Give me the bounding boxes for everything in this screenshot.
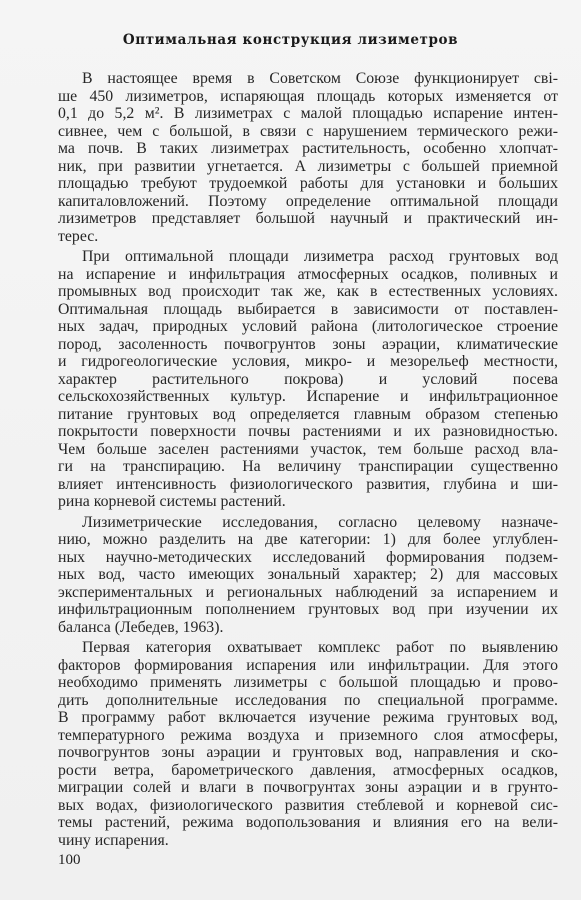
text-line: ше 450 лизиметров, испаряющая площадь которых изменяется от [58, 87, 558, 105]
text-line: терес. [58, 227, 99, 245]
text-line: температурного режима воздуха и приземного слоя атмосферы, [58, 726, 558, 744]
text-line: Лизиметрические исследования, согласно целевому назначе- [82, 513, 558, 531]
text-line: рина корневой системы растений. [58, 493, 286, 510]
text-line: экспериментальных и региональных наблюдений за испарением и [58, 583, 558, 601]
text-line: лизиметров представляет большой научный и практический ин- [58, 210, 558, 227]
body-text [58, 70, 558, 852]
text-line: чину испарения. [58, 831, 169, 849]
text-line: капиталовложений. Поэтому определение оптимальной площади [58, 192, 558, 210]
text-line: площадью требуют трудоемкой работы для установки и больших [58, 175, 558, 192]
text-line: и гидрогеологические условия, микро- и мезорельеф местности, [58, 353, 558, 370]
text-line: вых водах, физиологического развития стеблевой и корневой сис- [58, 796, 558, 814]
text-line: промывных вод происходит так же, как в естественных условиях. [58, 283, 558, 300]
text-line: В программу работ включается изучение режима грунтовых вод, [58, 709, 558, 726]
text-line: факторов формирования испарения или инфильтрации. Для этого [58, 656, 558, 674]
text-line: сельскохозяйственных культур. Испарение и инфильтрационное [58, 388, 558, 405]
text-line: миграции солей и влаги в почвогрунтах зоны аэрации и в грунто- [58, 779, 558, 796]
text-line: необходимо применять лизиметры с большой площадью и прово- [58, 674, 558, 691]
text-line: ги на транспирацию. На величину транспирации существенно [58, 458, 558, 475]
text-line: Чем больше заселен растениями участок, тем больше расход вла- [58, 440, 558, 458]
text-line: Первая категория охватывает комплекс работ по выявлению [82, 639, 558, 656]
text-line: пород, засоленность почвогрунтов зоны аэрации, климатические [58, 335, 558, 353]
text-line: При оптимальной площади лизиметра расход грунтовых вод [82, 248, 558, 265]
text-line: ных вод, часто имеющих зональный характер; 2) для массовых [58, 566, 558, 583]
page-number: 100 [58, 852, 81, 868]
text-line: характер растительного покрова) и условий посева [58, 370, 558, 388]
text-line: рости ветра, барометрического давления, атмосферных осадков, [58, 761, 558, 779]
text-line: ма почв. В таких лизиметрах растительность, особенно хлопчат- [58, 140, 558, 157]
paragraph [58, 514, 558, 637]
text-line: сивнее, чем с большой, в связи с нарушением термического режи- [58, 122, 558, 140]
paragraph [58, 70, 558, 245]
text-line: инфильтрационным пополнением грунтовых вод при изучении их [58, 601, 558, 618]
text-line: нию, можно разделить на две категории: 1) для более углублен- [58, 531, 558, 548]
text-line: 0,1 до 5,2 м². В лизиметрах с малой площадью испарение интен- [58, 105, 558, 122]
text-line: Оптимальная площадь выбирается в зависимости от поставлен- [58, 300, 558, 318]
text-line: питание грунтовых вод определяется главным образом степенью [58, 405, 558, 423]
paragraph [58, 639, 558, 849]
page-title: Оптимальная конструкция лизиметров [122, 32, 459, 48]
text-line: покрытости поверхности почвы растениями и их разновидностью. [58, 423, 558, 440]
text-line: дить дополнительные исследования по специальной программе. [58, 691, 558, 709]
text-line: почвогрунтов зоны аэрации и грунтовых вод, направления и ско- [58, 744, 558, 761]
text-line: ных задач, природных условий района (литологическое строение [58, 318, 558, 335]
text-line: ных научно-методических исследований формирования подзем- [58, 548, 558, 566]
text-line: В настоящее время в Советском Союзе функционирует сві- [82, 70, 558, 87]
text-line: темы растений, режима водопользования и влияния его на вели- [58, 814, 558, 831]
paragraph [58, 248, 558, 511]
text-line: баланса (Лебедев, 1963). [58, 618, 224, 636]
text-line: на испарение и инфильтрация атмосферных осадков, поливных и [58, 265, 558, 283]
text-line: влияет интенсивность физиологического развития, глубина и ши- [58, 475, 558, 493]
text-line: ник, при развитии угнетается. А лизиметры с большей приемной [58, 157, 558, 175]
